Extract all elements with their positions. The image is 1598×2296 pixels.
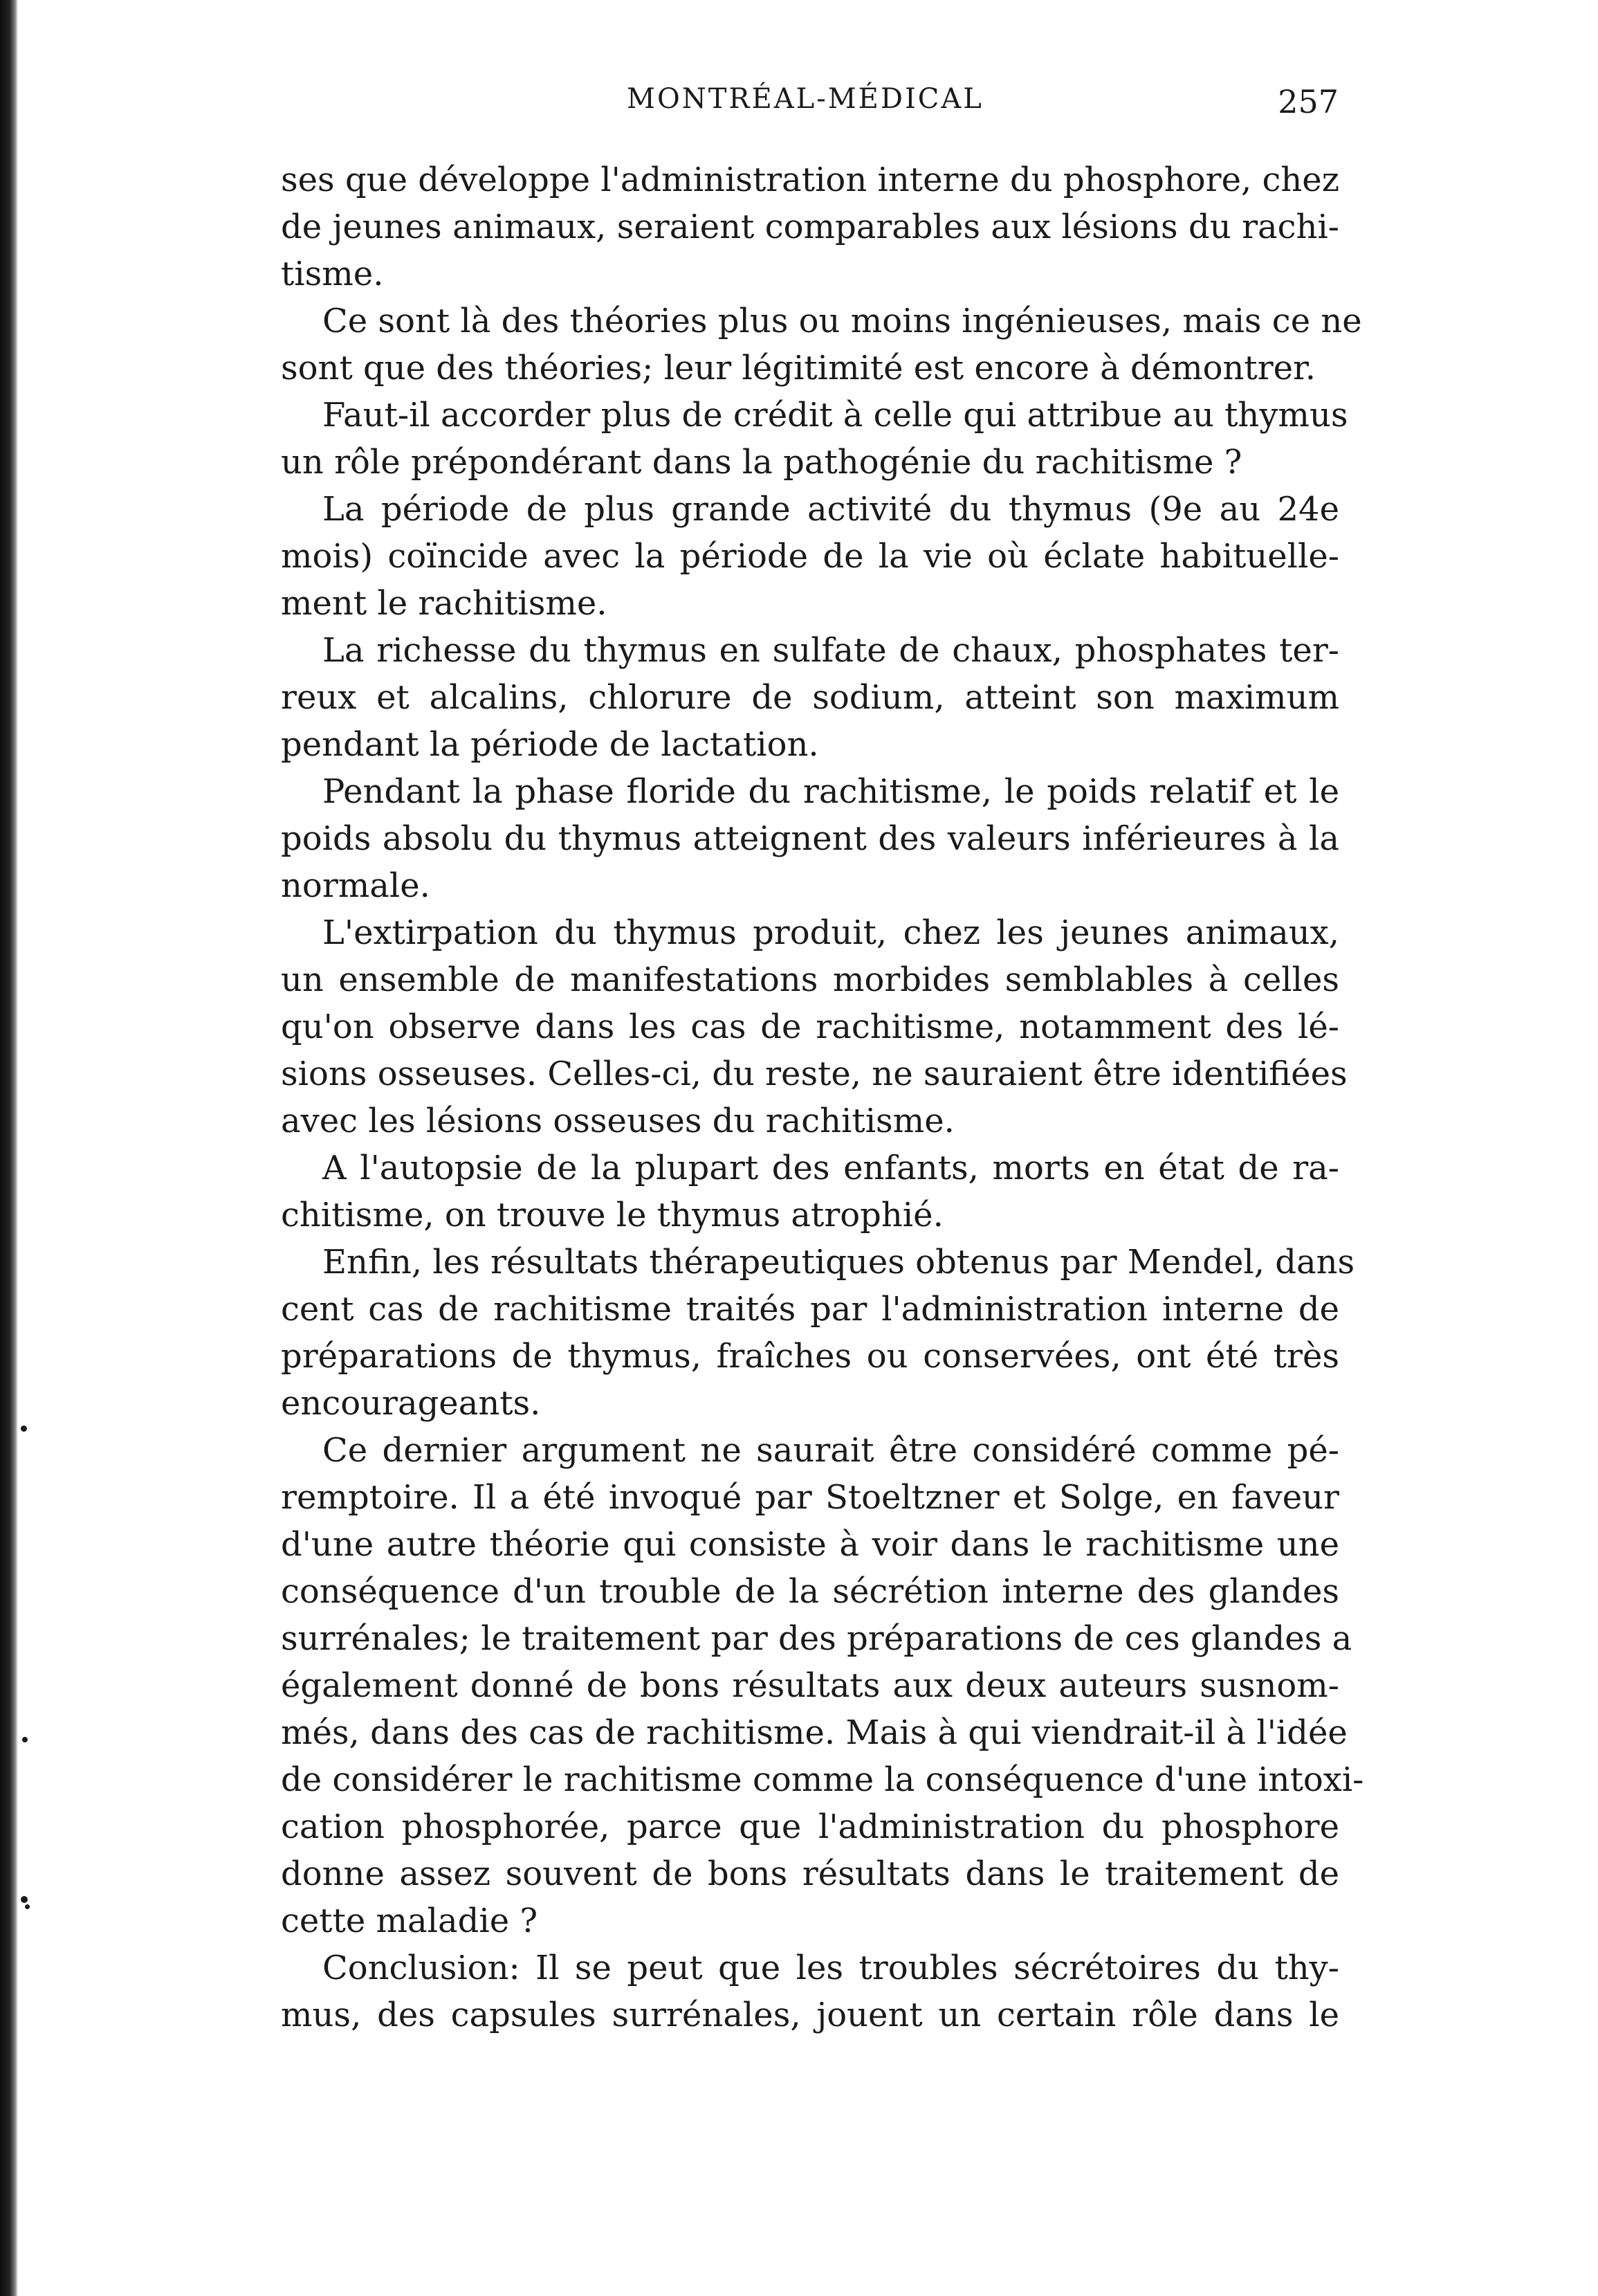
text-line: préparations de thymus, fraîches ou conservées, ont été très	[281, 1337, 1339, 1376]
text-line: ment le rachitisme.	[281, 584, 607, 623]
text-line: poids absolu du thymus atteignent des valeurs inférieures à la	[281, 819, 1339, 858]
text-line: mois) coïncide avec la période de la vie où éclate habituelle-	[281, 537, 1339, 576]
text-line: qu'on observe dans les cas de rachitisme, notamment des lé-	[281, 1008, 1339, 1046]
text-line: sont que des théories; leur légitimité est encore à démontrer.	[281, 349, 1316, 388]
text-line: normale.	[281, 866, 430, 905]
text-line: avec les lésions osseuses du rachitisme.	[281, 1102, 955, 1140]
text-line: de jeunes animaux, seraient comparables aux lésions du rachi-	[281, 208, 1339, 246]
text-line: Faut-il accorder plus de crédit à celle qui attribue au thymus	[322, 396, 1348, 435]
text-line: pendant la période de lactation.	[281, 725, 819, 764]
text-line: conséquence d'un trouble de la sécrétion interne des glandes	[281, 1572, 1339, 1611]
text-line: sions osseuses. Celles-ci, du reste, ne sauraient être identifiées	[281, 1055, 1348, 1093]
text-line: cation phosphorée, parce que l'administration du phosphore	[281, 1807, 1339, 1846]
text-line: Pendant la phase floride du rachitisme, le poids relatif et le	[322, 772, 1339, 811]
text-line: encourageants.	[281, 1384, 541, 1423]
text-line: L'extirpation du thymus produit, chez les jeunes animaux,	[322, 913, 1339, 952]
text-line: Ce sont là des théories plus ou moins ingénieuses, mais ce ne	[322, 302, 1362, 340]
page-number: 257	[1278, 83, 1339, 120]
scan-binding-edge	[0, 0, 18, 2296]
text-line: surrénales; le traitement par des préparations de ces glandes a	[281, 1619, 1352, 1658]
journal-title: MONTRÉAL-MÉDICAL	[627, 83, 984, 115]
text-line: chitisme, on trouve le thymus atrophié.	[281, 1196, 944, 1234]
text-line: un rôle prépondérant dans la pathogénie du rachitisme ?	[281, 443, 1242, 482]
text-line: ses que développe l'administration interne du phosphore, chez	[281, 161, 1339, 199]
text-line: un ensemble de manifestations morbides semblables à celles	[281, 960, 1339, 999]
text-line: La richesse du thymus en sulfate de chaux, phosphates ter-	[322, 631, 1339, 670]
scan-speck	[22, 1737, 28, 1742]
scan-speck	[21, 1425, 27, 1432]
running-header	[281, 83, 1339, 125]
text-line: Conclusion: Il se peut que les troubles sécrétoires du thy-	[322, 1949, 1339, 1987]
text-line: reux et alcalins, chlorure de sodium, atteint son maximum	[281, 678, 1339, 717]
text-line: cent cas de rachitisme traités par l'administration interne de	[281, 1290, 1339, 1329]
text-line: remptoire. Il a été invoqué par Stoeltzner et Solge, en faveur	[281, 1478, 1339, 1517]
text-line: més, dans des cas de rachitisme. Mais à qui viendrait-il à l'idée	[281, 1713, 1348, 1752]
text-line: mus, des capsules surrénales, jouent un certain rôle dans le	[281, 1996, 1339, 2034]
text-line: Ce dernier argument ne saurait être considéré comme pé-	[322, 1431, 1339, 1470]
text-line: également donné de bons résultats aux deux auteurs susnom-	[281, 1666, 1339, 1705]
text-line: La période de plus grande activité du thymus (9e au 24e	[322, 490, 1339, 529]
text-line: de considérer le rachitisme comme la conséquence d'une intoxi-	[281, 1760, 1364, 1799]
text-line: Enfin, les résultats thérapeutiques obtenus par Mendel, dans	[322, 1243, 1355, 1282]
text-line: A l'autopsie de la plupart des enfants, morts en état de ra-	[322, 1149, 1339, 1187]
scan-speck	[21, 1896, 28, 1903]
text-line: donne assez souvent de bons résultats dans le traitement de	[281, 1855, 1339, 1893]
text-line: tisme.	[281, 255, 384, 293]
text-line: d'une autre théorie qui consiste à voir dans le rachitisme une	[281, 1525, 1339, 1564]
body-text	[281, 156, 1364, 2039]
scan-speck	[25, 1904, 30, 1909]
text-line: cette maladie ?	[281, 1902, 538, 1940]
